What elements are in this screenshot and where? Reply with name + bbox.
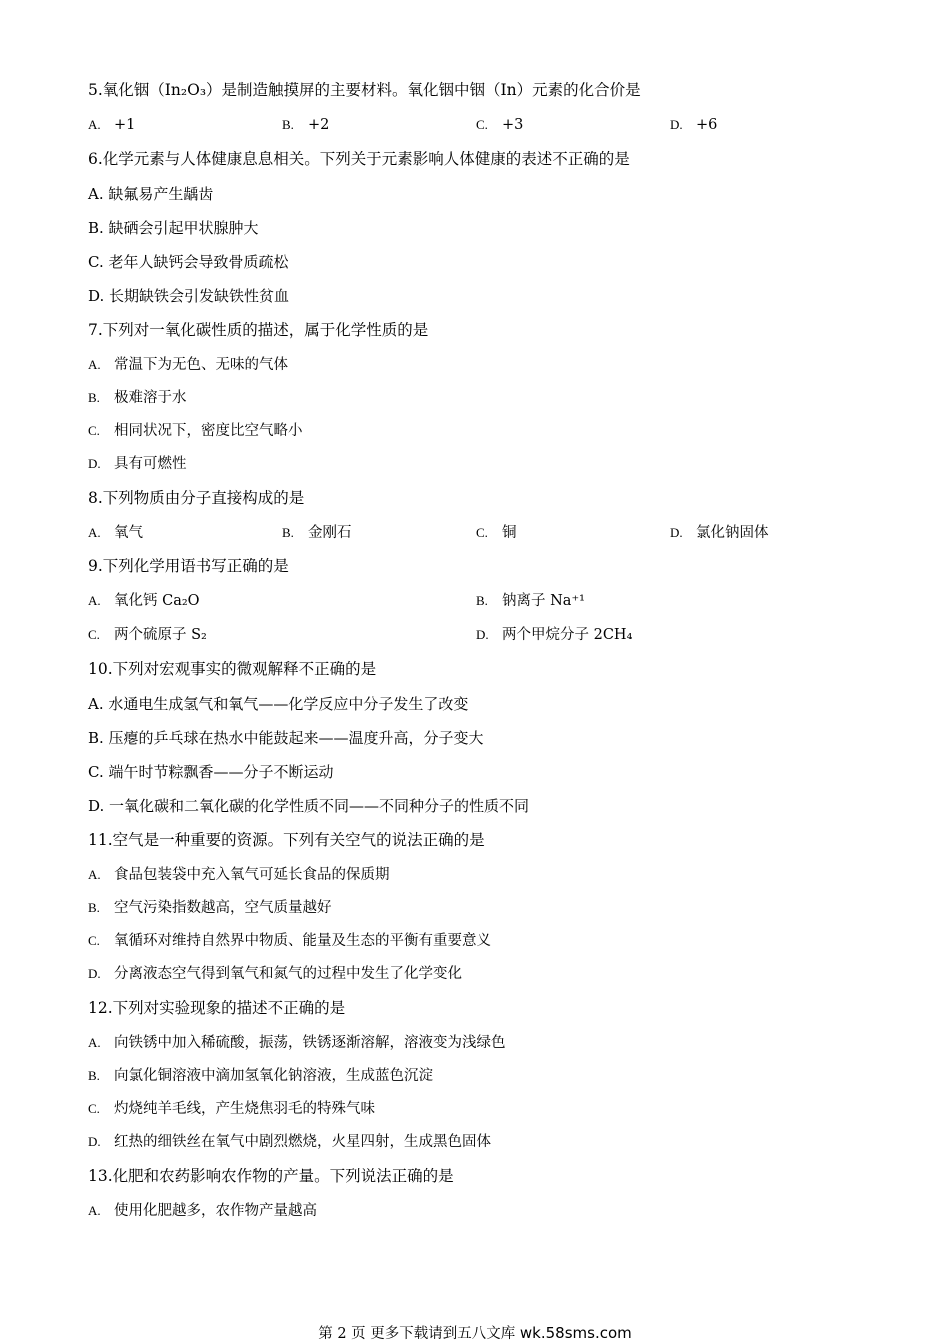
question-13-option-a: A. 使用化肥越多，农作物产量越高 <box>88 1203 317 1219</box>
option-a: A. 氧化钙 Ca₂O <box>88 593 200 609</box>
question-10-option-b: B. 压瘪的乒乓球在热水中能鼓起来——温度升高，分子变大 <box>88 729 484 747</box>
question-12-stem: 12.下列对实验现象的描述不正确的是 <box>88 999 346 1017</box>
option-c: C. 两个硫原子 S₂ <box>88 627 207 643</box>
option-c: C. 铜 <box>476 525 517 541</box>
question-6-option-b: B. 缺硒会引起甲状腺肿大 <box>88 219 259 237</box>
option-b: B. +2 <box>282 117 330 133</box>
question-10-option-c: C. 端午时节粽飘香——分子不断运动 <box>88 763 334 781</box>
question-12-option-b: B. 向氯化铜溶液中滴加氢氧化钠溶液，生成蓝色沉淀 <box>88 1068 433 1084</box>
question-9-stem: 9.下列化学用语书写正确的是 <box>88 557 289 575</box>
question-10-stem: 10.下列对宏观事实的微观解释不正确的是 <box>88 660 377 678</box>
footer-url-link[interactable]: wk.58sms.com <box>519 1324 632 1342</box>
question-7-option-d: D. 具有可燃性 <box>88 456 187 472</box>
question-11-option-d: D. 分离液态空气得到氧气和氮气的过程中发生了化学变化 <box>88 966 462 982</box>
option-d: D. 两个甲烷分子 2CH₄ <box>476 627 633 643</box>
question-6-stem: 6.化学元素与人体健康息息相关。下列关于元素影响人体健康的表述不正确的是 <box>88 150 630 168</box>
question-11-option-c: C. 氧循环对维持自然界中物质、能量及生态的平衡有重要意义 <box>88 933 491 949</box>
question-10-option-a: A. 水通电生成氢气和氧气——化学反应中分子发生了改变 <box>88 695 469 713</box>
question-11-option-b: B. 空气污染指数越高，空气质量越好 <box>88 900 332 916</box>
question-12-option-c: C. 灼烧纯羊毛线，产生烧焦羽毛的特殊气味 <box>88 1101 375 1117</box>
footer-page-text: 第 2 页 更多下载请到五八文库 <box>318 1326 520 1342</box>
question-7-stem: 7.下列对一氧化碳性质的描述，属于化学性质的是 <box>88 321 429 339</box>
question-7-option-c: C. 相同状况下，密度比空气略小 <box>88 423 303 439</box>
question-9-options-row-2 <box>0 625 950 647</box>
question-13-stem: 13.化肥和农药影响农作物的产量。下列说法正确的是 <box>88 1167 454 1185</box>
question-7-option-b: B. 极难溶于水 <box>88 390 187 406</box>
option-b: B. 钠离子 Na⁺¹ <box>476 593 585 609</box>
option-b: B. 金刚石 <box>282 525 352 541</box>
question-9-options-row-1 <box>0 591 950 613</box>
option-d: D. +6 <box>670 117 718 133</box>
question-5-stem: 5.氧化铟（In₂O₃）是制造触摸屏的主要材料。氧化铟中铟（In）元素的化合价是 <box>88 81 641 99</box>
question-6-option-c: C. 老年人缺钙会导致骨质疏松 <box>88 253 289 271</box>
question-11-option-a: A. 食品包装袋中充入氧气可延长食品的保质期 <box>88 867 390 883</box>
question-10-option-d: D. 一氧化碳和二氧化碳的化学性质不同——不同种分子的性质不同 <box>88 797 530 815</box>
question-12-option-d: D. 红热的细铁丝在氧气中剧烈燃烧，火星四射，生成黑色固体 <box>88 1134 491 1150</box>
question-12-option-a: A. 向铁锈中加入稀硫酸，振荡，铁锈逐渐溶解，溶液变为浅绿色 <box>88 1035 506 1051</box>
option-c: C. +3 <box>476 117 524 133</box>
question-7-option-a: A. 常温下为无色、无味的气体 <box>88 357 288 373</box>
question-8-stem: 8.下列物质由分子直接构成的是 <box>88 489 305 507</box>
question-6-option-d: D. 长期缺铁会引发缺铁性贫血 <box>88 287 290 305</box>
question-8-options <box>0 523 950 545</box>
option-d: D. 氯化钠固体 <box>670 525 769 541</box>
option-a: A. 氧气 <box>88 525 143 541</box>
question-6-option-a: A. 缺氟易产生龋齿 <box>88 185 214 203</box>
question-11-stem: 11.空气是一种重要的资源。下列有关空气的说法正确的是 <box>88 831 485 849</box>
option-a: A. +1 <box>88 117 136 133</box>
question-5-options <box>0 115 950 137</box>
page-footer <box>0 1322 950 1343</box>
